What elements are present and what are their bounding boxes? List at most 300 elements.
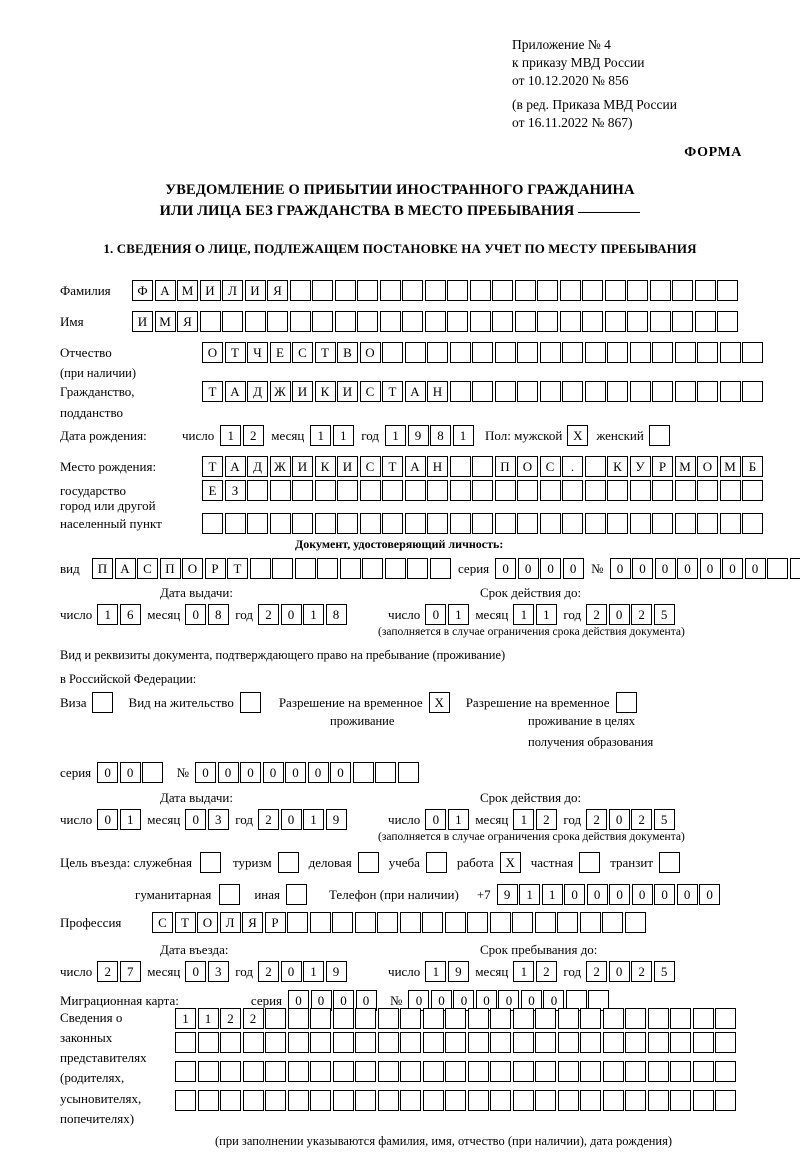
char-cell[interactable]	[603, 1061, 624, 1082]
legal-rep-input-row2[interactable]	[175, 1032, 738, 1053]
char-cell[interactable]: 9	[326, 961, 347, 982]
char-cell[interactable]: И	[292, 381, 313, 402]
char-cell[interactable]	[405, 513, 426, 534]
char-cell[interactable]	[175, 1032, 196, 1053]
char-cell[interactable]: 1	[333, 425, 354, 446]
char-cell[interactable]: 2	[586, 809, 607, 830]
char-cell[interactable]	[672, 280, 693, 301]
char-cell[interactable]	[243, 1090, 264, 1111]
legal-rep-input-row1[interactable]	[175, 1008, 738, 1029]
char-cell[interactable]: 6	[120, 604, 141, 625]
char-cell[interactable]	[287, 912, 308, 933]
char-cell[interactable]	[562, 342, 583, 363]
char-cell[interactable]	[630, 513, 651, 534]
char-cell[interactable]	[472, 480, 493, 501]
char-cell[interactable]: 0	[476, 990, 497, 1011]
char-cell[interactable]: 0	[654, 884, 675, 905]
char-cell[interactable]	[450, 381, 471, 402]
name-input[interactable]	[132, 311, 740, 332]
char-cell[interactable]	[362, 558, 383, 579]
char-cell[interactable]: О	[697, 456, 718, 477]
char-cell[interactable]	[425, 280, 446, 301]
char-cell[interactable]	[288, 1090, 309, 1111]
char-cell[interactable]: 7	[120, 961, 141, 982]
char-cell[interactable]	[627, 311, 648, 332]
char-cell[interactable]: Т	[382, 381, 403, 402]
char-cell[interactable]: 3	[208, 961, 229, 982]
char-cell[interactable]: 0	[609, 809, 630, 830]
char-cell[interactable]	[292, 513, 313, 534]
char-cell[interactable]	[515, 311, 536, 332]
char-cell[interactable]	[427, 480, 448, 501]
patronymic-input[interactable]	[202, 342, 765, 363]
char-cell[interactable]	[430, 558, 451, 579]
char-cell[interactable]: 0	[699, 884, 720, 905]
char-cell[interactable]: Т	[227, 558, 248, 579]
char-cell[interactable]	[625, 1061, 646, 1082]
char-cell[interactable]	[490, 1008, 511, 1029]
char-cell[interactable]	[472, 513, 493, 534]
residence-permit-checkbox[interactable]	[240, 692, 261, 713]
char-cell[interactable]	[513, 1090, 534, 1111]
char-cell[interactable]: Р	[265, 912, 286, 933]
char-cell[interactable]: Р	[205, 558, 226, 579]
char-cell[interactable]	[142, 762, 163, 783]
char-cell[interactable]	[198, 1090, 219, 1111]
char-cell[interactable]: 2	[586, 604, 607, 625]
char-cell[interactable]	[603, 1090, 624, 1111]
char-cell[interactable]: 0	[677, 884, 698, 905]
char-cell[interactable]: 2	[631, 961, 652, 982]
char-cell[interactable]	[378, 1061, 399, 1082]
char-cell[interactable]	[560, 311, 581, 332]
char-cell[interactable]	[377, 912, 398, 933]
char-cell[interactable]	[695, 280, 716, 301]
char-cell[interactable]: 0	[285, 762, 306, 783]
char-cell[interactable]	[450, 513, 471, 534]
char-cell[interactable]	[202, 513, 223, 534]
char-cell[interactable]: А	[225, 456, 246, 477]
char-cell[interactable]: 2	[220, 1008, 241, 1029]
char-cell[interactable]	[198, 1061, 219, 1082]
char-cell[interactable]	[585, 480, 606, 501]
char-cell[interactable]	[405, 480, 426, 501]
char-cell[interactable]	[648, 1090, 669, 1111]
birthplace-input-row1[interactable]	[202, 456, 765, 477]
char-cell[interactable]	[607, 513, 628, 534]
char-cell[interactable]	[675, 480, 696, 501]
char-cell[interactable]: Н	[427, 456, 448, 477]
char-cell[interactable]	[582, 280, 603, 301]
char-cell[interactable]: 1	[519, 884, 540, 905]
char-cell[interactable]: Т	[202, 381, 223, 402]
char-cell[interactable]	[382, 480, 403, 501]
char-cell[interactable]	[267, 311, 288, 332]
char-cell[interactable]	[605, 311, 626, 332]
char-cell[interactable]	[355, 1008, 376, 1029]
char-cell[interactable]: 1	[97, 604, 118, 625]
char-cell[interactable]	[625, 1008, 646, 1029]
char-cell[interactable]	[603, 1008, 624, 1029]
char-cell[interactable]	[405, 342, 426, 363]
char-cell[interactable]	[447, 280, 468, 301]
char-cell[interactable]: 0	[495, 558, 516, 579]
char-cell[interactable]: А	[225, 381, 246, 402]
purpose-humanitarian-checkbox[interactable]	[219, 884, 240, 905]
char-cell[interactable]	[400, 1090, 421, 1111]
char-cell[interactable]	[717, 280, 738, 301]
char-cell[interactable]	[495, 381, 516, 402]
char-cell[interactable]: 2	[536, 961, 557, 982]
char-cell[interactable]: 0	[185, 604, 206, 625]
char-cell[interactable]	[220, 1090, 241, 1111]
char-cell[interactable]	[245, 311, 266, 332]
char-cell[interactable]: .	[562, 456, 583, 477]
char-cell[interactable]	[400, 1008, 421, 1029]
char-cell[interactable]	[540, 381, 561, 402]
char-cell[interactable]: 5	[654, 961, 675, 982]
char-cell[interactable]: 1	[448, 604, 469, 625]
char-cell[interactable]	[580, 1090, 601, 1111]
char-cell[interactable]	[697, 480, 718, 501]
char-cell[interactable]	[515, 280, 536, 301]
char-cell[interactable]: Д	[247, 381, 268, 402]
char-cell[interactable]: 2	[631, 604, 652, 625]
char-cell[interactable]	[333, 1032, 354, 1053]
char-cell[interactable]: С	[360, 456, 381, 477]
char-cell[interactable]	[468, 1008, 489, 1029]
char-cell[interactable]: 0	[425, 809, 446, 830]
char-cell[interactable]: 0	[632, 884, 653, 905]
char-cell[interactable]	[290, 311, 311, 332]
doc-number-input[interactable]	[610, 558, 800, 579]
char-cell[interactable]	[265, 1008, 286, 1029]
char-cell[interactable]	[310, 1008, 331, 1029]
char-cell[interactable]	[693, 1008, 714, 1029]
char-cell[interactable]	[423, 1090, 444, 1111]
char-cell[interactable]: Я	[242, 912, 263, 933]
char-cell[interactable]	[742, 342, 763, 363]
char-cell[interactable]	[490, 912, 511, 933]
char-cell[interactable]	[490, 1032, 511, 1053]
stay-issue-month-input[interactable]	[185, 809, 230, 830]
char-cell[interactable]	[450, 456, 471, 477]
char-cell[interactable]: Я	[267, 280, 288, 301]
char-cell[interactable]	[540, 513, 561, 534]
char-cell[interactable]	[225, 513, 246, 534]
stay-valid-month-input[interactable]	[513, 809, 558, 830]
char-cell[interactable]	[332, 912, 353, 933]
char-cell[interactable]: 0	[263, 762, 284, 783]
char-cell[interactable]	[292, 480, 313, 501]
char-cell[interactable]	[490, 1090, 511, 1111]
char-cell[interactable]: И	[337, 381, 358, 402]
char-cell[interactable]	[445, 1090, 466, 1111]
char-cell[interactable]	[580, 912, 601, 933]
char-cell[interactable]: Ж	[270, 381, 291, 402]
char-cell[interactable]	[630, 342, 651, 363]
char-cell[interactable]	[625, 912, 646, 933]
char-cell[interactable]	[582, 311, 603, 332]
char-cell[interactable]	[445, 1061, 466, 1082]
char-cell[interactable]: 0	[218, 762, 239, 783]
char-cell[interactable]	[585, 342, 606, 363]
char-cell[interactable]	[512, 912, 533, 933]
char-cell[interactable]: 1	[513, 604, 534, 625]
char-cell[interactable]	[200, 311, 221, 332]
char-cell[interactable]	[270, 513, 291, 534]
char-cell[interactable]: 0	[563, 558, 584, 579]
char-cell[interactable]: 0	[311, 990, 332, 1011]
stayuntil-day-input[interactable]	[425, 961, 470, 982]
char-cell[interactable]: 0	[281, 809, 302, 830]
char-cell[interactable]: С	[292, 342, 313, 363]
char-cell[interactable]: Д	[247, 456, 268, 477]
char-cell[interactable]: 2	[258, 604, 279, 625]
char-cell[interactable]: 0	[97, 762, 118, 783]
char-cell[interactable]	[580, 1008, 601, 1029]
char-cell[interactable]	[427, 513, 448, 534]
char-cell[interactable]	[382, 513, 403, 534]
char-cell[interactable]: П	[495, 456, 516, 477]
char-cell[interactable]: 9	[326, 809, 347, 830]
char-cell[interactable]	[603, 1032, 624, 1053]
char-cell[interactable]	[695, 311, 716, 332]
char-cell[interactable]	[175, 1090, 196, 1111]
char-cell[interactable]: 1	[542, 884, 563, 905]
char-cell[interactable]: 1	[220, 425, 241, 446]
char-cell[interactable]: 5	[654, 809, 675, 830]
char-cell[interactable]: 2	[631, 809, 652, 830]
stay-valid-day-input[interactable]	[425, 809, 470, 830]
char-cell[interactable]: 0	[655, 558, 676, 579]
char-cell[interactable]	[220, 1061, 241, 1082]
char-cell[interactable]: 0	[610, 558, 631, 579]
char-cell[interactable]	[310, 912, 331, 933]
char-cell[interactable]	[472, 342, 493, 363]
valid-month-input[interactable]	[513, 604, 558, 625]
char-cell[interactable]	[468, 1032, 489, 1053]
char-cell[interactable]	[675, 381, 696, 402]
char-cell[interactable]	[562, 513, 583, 534]
char-cell[interactable]	[607, 480, 628, 501]
char-cell[interactable]	[468, 1061, 489, 1082]
char-cell[interactable]: М	[155, 311, 176, 332]
char-cell[interactable]	[715, 1008, 736, 1029]
char-cell[interactable]	[517, 513, 538, 534]
char-cell[interactable]: А	[115, 558, 136, 579]
char-cell[interactable]: 0	[609, 961, 630, 982]
char-cell[interactable]: О	[202, 342, 223, 363]
char-cell[interactable]: С	[137, 558, 158, 579]
doc-series-input[interactable]	[495, 558, 585, 579]
purpose-private-checkbox[interactable]	[579, 852, 600, 873]
char-cell[interactable]: Б	[742, 456, 763, 477]
char-cell[interactable]	[220, 1032, 241, 1053]
char-cell[interactable]: 0	[722, 558, 743, 579]
char-cell[interactable]: Ж	[270, 456, 291, 477]
char-cell[interactable]	[558, 1008, 579, 1029]
purpose-work-checkbox[interactable]: Х	[500, 852, 521, 873]
char-cell[interactable]	[495, 342, 516, 363]
char-cell[interactable]	[697, 513, 718, 534]
char-cell[interactable]: Т	[225, 342, 246, 363]
legal-rep-input-row3[interactable]	[175, 1061, 738, 1082]
char-cell[interactable]	[472, 456, 493, 477]
stayuntil-month-input[interactable]	[513, 961, 558, 982]
char-cell[interactable]: 0	[518, 558, 539, 579]
char-cell[interactable]	[243, 1032, 264, 1053]
char-cell[interactable]: 0	[97, 809, 118, 830]
char-cell[interactable]: С	[152, 912, 173, 933]
char-cell[interactable]	[648, 1061, 669, 1082]
birth-month-input[interactable]	[310, 425, 355, 446]
char-cell[interactable]: Ч	[247, 342, 268, 363]
char-cell[interactable]	[288, 1032, 309, 1053]
char-cell[interactable]: 1	[425, 961, 446, 982]
purpose-service-checkbox[interactable]	[200, 852, 221, 873]
char-cell[interactable]: И	[200, 280, 221, 301]
char-cell[interactable]: 2	[258, 809, 279, 830]
char-cell[interactable]: И	[292, 456, 313, 477]
char-cell[interactable]	[652, 342, 673, 363]
char-cell[interactable]	[445, 1032, 466, 1053]
char-cell[interactable]: И	[337, 456, 358, 477]
char-cell[interactable]	[693, 1090, 714, 1111]
char-cell[interactable]: 1	[513, 809, 534, 830]
char-cell[interactable]: Е	[202, 480, 223, 501]
char-cell[interactable]	[310, 1061, 331, 1082]
char-cell[interactable]	[375, 762, 396, 783]
char-cell[interactable]: А	[155, 280, 176, 301]
char-cell[interactable]	[317, 558, 338, 579]
char-cell[interactable]	[717, 311, 738, 332]
char-cell[interactable]: К	[607, 456, 628, 477]
char-cell[interactable]	[602, 912, 623, 933]
char-cell[interactable]	[243, 1061, 264, 1082]
char-cell[interactable]: 1	[536, 604, 557, 625]
char-cell[interactable]	[625, 1032, 646, 1053]
char-cell[interactable]	[335, 280, 356, 301]
char-cell[interactable]: 0	[700, 558, 721, 579]
char-cell[interactable]: 8	[430, 425, 451, 446]
char-cell[interactable]: 0	[120, 762, 141, 783]
char-cell[interactable]	[175, 1061, 196, 1082]
char-cell[interactable]	[625, 1090, 646, 1111]
char-cell[interactable]	[288, 1061, 309, 1082]
char-cell[interactable]	[312, 311, 333, 332]
char-cell[interactable]	[720, 381, 741, 402]
char-cell[interactable]: Е	[270, 342, 291, 363]
char-cell[interactable]	[357, 280, 378, 301]
char-cell[interactable]	[580, 1061, 601, 1082]
sex-male-checkbox[interactable]: Х	[567, 425, 588, 446]
char-cell[interactable]: 2	[243, 425, 264, 446]
char-cell[interactable]: 9	[448, 961, 469, 982]
char-cell[interactable]	[558, 1090, 579, 1111]
char-cell[interactable]: 0	[609, 604, 630, 625]
char-cell[interactable]	[295, 558, 316, 579]
char-cell[interactable]	[535, 1008, 556, 1029]
char-cell[interactable]: 2	[536, 809, 557, 830]
char-cell[interactable]: С	[360, 381, 381, 402]
char-cell[interactable]	[670, 1061, 691, 1082]
char-cell[interactable]	[492, 311, 513, 332]
char-cell[interactable]	[650, 280, 671, 301]
char-cell[interactable]	[360, 480, 381, 501]
char-cell[interactable]: К	[315, 381, 336, 402]
char-cell[interactable]	[378, 1032, 399, 1053]
char-cell[interactable]: 2	[97, 961, 118, 982]
char-cell[interactable]	[627, 280, 648, 301]
char-cell[interactable]	[222, 311, 243, 332]
char-cell[interactable]	[355, 1090, 376, 1111]
entry-day-input[interactable]	[97, 961, 142, 982]
char-cell[interactable]	[720, 480, 741, 501]
char-cell[interactable]	[517, 342, 538, 363]
char-cell[interactable]	[385, 558, 406, 579]
char-cell[interactable]	[472, 381, 493, 402]
char-cell[interactable]	[697, 342, 718, 363]
citizenship-input[interactable]	[202, 381, 765, 402]
char-cell[interactable]: 1	[513, 961, 534, 982]
char-cell[interactable]	[355, 1061, 376, 1082]
char-cell[interactable]	[310, 1032, 331, 1053]
char-cell[interactable]	[423, 1032, 444, 1053]
birthplace-input-row2[interactable]	[202, 480, 765, 501]
char-cell[interactable]	[715, 1032, 736, 1053]
char-cell[interactable]	[790, 558, 800, 579]
char-cell[interactable]	[398, 762, 419, 783]
char-cell[interactable]: 0	[281, 604, 302, 625]
char-cell[interactable]	[355, 912, 376, 933]
char-cell[interactable]	[355, 1032, 376, 1053]
char-cell[interactable]	[535, 1032, 556, 1053]
char-cell[interactable]: Т	[175, 912, 196, 933]
char-cell[interactable]	[247, 480, 268, 501]
char-cell[interactable]	[580, 1032, 601, 1053]
char-cell[interactable]: 9	[408, 425, 429, 446]
char-cell[interactable]	[517, 381, 538, 402]
char-cell[interactable]	[290, 280, 311, 301]
char-cell[interactable]	[490, 1061, 511, 1082]
char-cell[interactable]	[535, 1090, 556, 1111]
birth-day-input[interactable]	[220, 425, 265, 446]
purpose-transit-checkbox[interactable]	[659, 852, 680, 873]
char-cell[interactable]: И	[245, 280, 266, 301]
char-cell[interactable]: 1	[175, 1008, 196, 1029]
visa-checkbox[interactable]	[92, 692, 113, 713]
char-cell[interactable]	[400, 1032, 421, 1053]
char-cell[interactable]: 0	[677, 558, 698, 579]
char-cell[interactable]	[742, 480, 763, 501]
purpose-tourism-checkbox[interactable]	[278, 852, 299, 873]
char-cell[interactable]	[270, 480, 291, 501]
char-cell[interactable]: Т	[315, 342, 336, 363]
char-cell[interactable]	[423, 1008, 444, 1029]
char-cell[interactable]: П	[160, 558, 181, 579]
char-cell[interactable]	[672, 311, 693, 332]
purpose-business-checkbox[interactable]	[358, 852, 379, 873]
char-cell[interactable]	[670, 1090, 691, 1111]
char-cell[interactable]	[382, 342, 403, 363]
char-cell[interactable]	[425, 311, 446, 332]
char-cell[interactable]	[445, 1008, 466, 1029]
char-cell[interactable]: Н	[427, 381, 448, 402]
char-cell[interactable]	[288, 1008, 309, 1029]
char-cell[interactable]	[400, 1061, 421, 1082]
char-cell[interactable]	[605, 280, 626, 301]
